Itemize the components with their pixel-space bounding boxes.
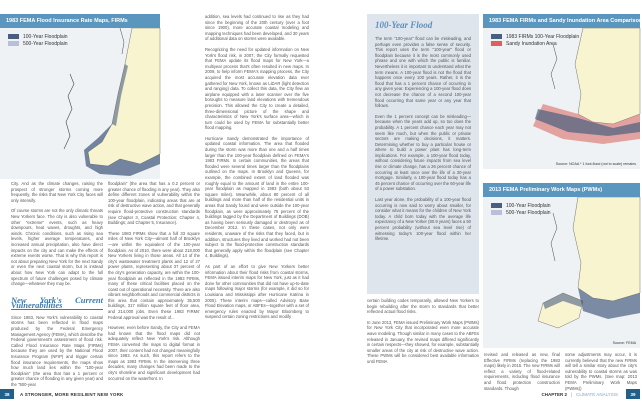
sidebar-100-year-flood [367, 14, 479, 294]
map-title: 1983 FEMA Flood Insurance Rate Maps, FIRMs [0, 14, 160, 28]
legend-swatch-500yr [8, 41, 19, 46]
left-column-3 [205, 14, 309, 384]
legend-swatch-100yr [491, 203, 502, 208]
legend-swatch-firms [491, 34, 502, 39]
sidebar-title: 100-Year Flood [375, 20, 433, 30]
paragraph: In June 2013, FEMA issued Preliminary Work Maps (PWMs) for New York City that incorporated even more accurate wave modeling. Though similar in many cases to the ABFEs released in January, the revised maps differed significantly in certain respects—they showed, for example, substantially smaller areas of the city at risk of destructive wave action. These PWMs will be considered best available information until FEMA [367, 319, 479, 364]
right-column-1 [367, 298, 479, 364]
left-column-2 [108, 181, 200, 384]
legend-label: 500-Year Floodplain [23, 40, 68, 47]
legend-item-sandy [491, 40, 579, 47]
paragraph: Of course storms are not the only climatic threats New Yorkers face. The city is also vulnerable to other "extreme" events, such as heavy downpours, heat waves, droughts, and high winds. Chronic conditions, such as rising sea levels, higher average temperatures, and increased annual precipitation, also have direct impacts on the city and can make the effects of extreme events worse. That is why this report is not about preparing New York for the next Sandy or even the next coastal storm, but is instead about how New York can adapt to the full spectrum of future challenges posed by climate change—whatever they may be. [11, 208, 103, 287]
paragraph: revised and released as new, final Effective FIRMs (replacing the 1983 maps) likely in 2015. The new FIRMs will reflect a variety of flood-related requirements, including flood insurance and flood protection construction standards. Though [484, 352, 560, 391]
right-column-bottom-right [565, 352, 637, 391]
map-caption: Source: NOAA * 1 foot-flood (not to scale) remains [555, 162, 636, 166]
paragraph: Last year alone, the probability of a 100-year flood occurring is now said to worry about smaller, for consider what it means for the children of New York today. A child born today with the average life expectancy of a New Yorker (80.9 years) faces a 50 percent probability (without sea level rise) of witnessing today's 100-year flood within her lifetime. [375, 197, 471, 242]
map-title: 1983 FEMA FIRMs and Sandy Inundation Area Comparison [483, 14, 640, 28]
legend-swatch-100yr [8, 34, 19, 39]
section-heading: New York's Current Vulnerabilities [11, 294, 103, 311]
paragraph: These 1983 FIRMs show that a full 33 square miles of New York City—almost half of Brooklyn—are within the equivalent of the 100-year floodplain. As of 2010, there were about 218,000 New Yorkers living in those areas. All 14 of the city's wastewater treatment plants and 12 of 27 power plants, representing about 37 percent of the city's generation capacity, are within the 100-year floodplain as reflected in the 1983 FIRMs, many of these critical facilities placed on the coast out of operational necessity. There are also vibrant neighborhoods and commercial districts in this area that contain approximately 35,500 buildings, 317 million square feet of floor area, and 214,000 jobs. Even these 1983 FIRMs' Federal approval was the result of... [108, 230, 200, 320]
legend-item-100yr [491, 202, 551, 209]
legend-label: 100-Year Floodplain [23, 33, 68, 40]
chapter-title: CLIMATE ANALYSIS [576, 391, 618, 397]
map-2013-pwms [483, 183, 640, 348]
legend-item-500yr [8, 40, 68, 47]
map-legend [8, 33, 68, 47]
paragraph: floodplain" (the area that has a 0.2 percent or greater chance of flooding in any year). They also define different zones of vulnerability within the 100-year floodplain, indicating areas that are at risk of destructive wave action, and that generally require flood-protective construction standards (see Chapter 3, Coastal Protection; Chapter 4, Buildings; and Chapter 5, Insurance). [108, 181, 200, 226]
page-number: 39 [626, 389, 640, 399]
paragraph: However, even before Sandy, the City and FEMA had known that the flood maps did not adequately reflect New York's risk. Although FEMA converted the maps to digital format in 2007, their content had not changed meaningfully since 1983. As such, this report refers to the maps as 1983 FIRMs. In the intervening three decades, many changes had been made to the city's shoreline and significant development had occurred on the waterfront. In [108, 325, 200, 381]
paragraph: The term "100-year" flood can be misleading, and perhaps even provides a false sense of security. This report uses the term "100-year" flood or floodplain because it is the most commonly used phrase and one with which the public is familiar. Nevertheless it is important to understand what the term means. A 100-year flood is not the flood that happens once every 100 years. Rather, it is the flood that has a 1 percent chance of occurring in any given year. Experiencing a 100-year flood does not decrease the chance of a second 100-year flood occurring that same year or any year that follows. [375, 36, 471, 109]
left-page [0, 0, 320, 407]
right-column-bottom-left [484, 352, 560, 391]
paragraph: Since 1983, New York's vulnerability to coastal storms has been reflected in flood maps produced by the Federal Emergency Management Agency (FEMA), which describe the Federal government's assessment of flood risk. Called Flood Insurance Rate Maps (FIRMs) because they are used by the National Flood Insurance Program (NFIP) and trigger certain flood insurance requirements, the maps show how much land lies within the "100-year floodplain" (the area that has a 1 percent or greater chance of flooding in any given year) and the "500-year [11, 314, 103, 387]
legend-item-firms [491, 33, 579, 40]
paragraph: certain building codes temporarily, allowed New Yorkers to begin rebuilding after the storm to standards that better reflected actual flood risks. [367, 298, 479, 315]
paragraph: Recognizing the need for updated information on New York's flood risk, in 2007, the City formally requested that FEMA update its flood maps for New York—a multiyear process that's often resulted in new maps. In 2009, to help inform FEMA's mapping process, the City acquired the most accurate elevation data ever gathered for New York, known as LiDAR (light detection and ranging) data. To collect this data, the City flew an airplane equipped with a laser scanner over the five boroughs to measure land elevations with tremendous precision. This allowed the City to create a detailed, three-dimensional picture of the shape and characteristics of New York's surface area—which in turn could be used by FEMA for substantially better flood mapping. [205, 46, 309, 131]
legend-swatch-500yr [491, 210, 502, 215]
paragraph: some adjustments may occur, it is currently believed that the new FIRMs will tell a similar story about the city's vulnerability to coastal storms as was told by the PWMs. (See map: 2013 FEMA Preliminary Work Maps (PWMs)) [565, 352, 637, 391]
chapter-label: CHAPTER 2 [541, 391, 567, 397]
paragraph: Hurricane Sandy demonstrated the importance of updated coastal information. The area that flooded during the storm was more than one and a half times larger than the 100-year floodplain defined on FEMA's 1983 FIRMs. In certain communities, the areas that flooded were several times larger than the floodplains outlined on the maps. In Brooklyn and Queens, for example, the combined extent of land flooded was roughly equal to the amount of land in the entire 100-year floodplain as mapped in 1983 (both about 53 square miles). Meanwhile, about 80 percent of all buildings and more than half of the residential units in areas that Sandy found and were outside the 100-year floodplain, as were approximately 75 percent of the buildings tagged by the Department of Buildings (DOB) as having been seriously damaged or destroyed as of December 2012. In these cases, not only were residents, unaware of the risks that they faced, but in addition, structures they lived and worked had not been subject to the flood-protective construction standards that generally apply within the floodplain (see Chapter 4, Buildings). [205, 135, 309, 259]
map-sandy-comparison [483, 14, 640, 169]
legend-label: Sandy Inundation Area [506, 40, 557, 47]
left-column-1 [11, 181, 103, 387]
paragraph: As part of an effort to give New Yorkers better information about their flood risks from coastal storms, FEMA issued interim maps for New York, just as it had done for other communities that did not have up-to-date maps following major storms (for example, it did so for Louisiana and Mississippi after Hurricane Katrina in 2005). These interim maps—called Advisory Base Flood Elevation maps, or ABFEs—together with a set of emergency rules enacted by Mayor Bloomberg to suspend certain zoning restrictions and modify [205, 263, 309, 320]
paragraph: addition, sea levels had continued to rise as they had since the beginning of the 20th century (over a foot since 1900), more accurate coastal modeling and mapping techniques had been developed, and 30 years of additional data on storms were available. [205, 14, 309, 42]
map-1983-firms [0, 14, 160, 179]
footer-separator: | [570, 391, 573, 397]
map-caption: Source: FEMA [612, 341, 636, 345]
map-legend [491, 202, 551, 216]
paragraph: Even the 1 percent concept can be misleading—because when the years add up, so too does the probability. A 1 percent chance each year may not seem like much, but when the public or private sectors are making decisions, it matters. Determining whether to buy a particular house or where to build a power plant has long-term implications. For example, a 100-year flood today, without considering future impacts from sea level rise or climate change, has a 26 percent chance of occurring at least once over the life of a 30-year mortgage. Similarly, a 100-year flood today has a 45 percent chance of occurring over the 60-year life of a power substation. [375, 113, 471, 192]
running-title: A STRONGER, MORE RESILIENT NEW YORK [20, 391, 124, 397]
left-footer [0, 389, 124, 399]
page-number: 38 [0, 389, 14, 399]
right-footer [541, 389, 640, 399]
legend-item-500yr [491, 209, 551, 216]
legend-item-100yr [8, 33, 68, 40]
paragraph: City. And as the climate changes, raising the prospect of stronger storms coming more frequently, the risks that New York City faces will only intensify. [11, 181, 103, 203]
legend-label: 1983 FIRMs 100-Year Floodplain [506, 33, 580, 40]
legend-swatch-sandy [491, 41, 502, 46]
legend-label: 100-Year Floodplain [506, 202, 551, 209]
map-title: 2013 FEMA Preliminary Work Maps (PWMs) [483, 183, 640, 197]
legend-label: 500-Year Floodplain [506, 209, 551, 216]
right-page [320, 0, 640, 407]
map-legend [491, 33, 579, 47]
